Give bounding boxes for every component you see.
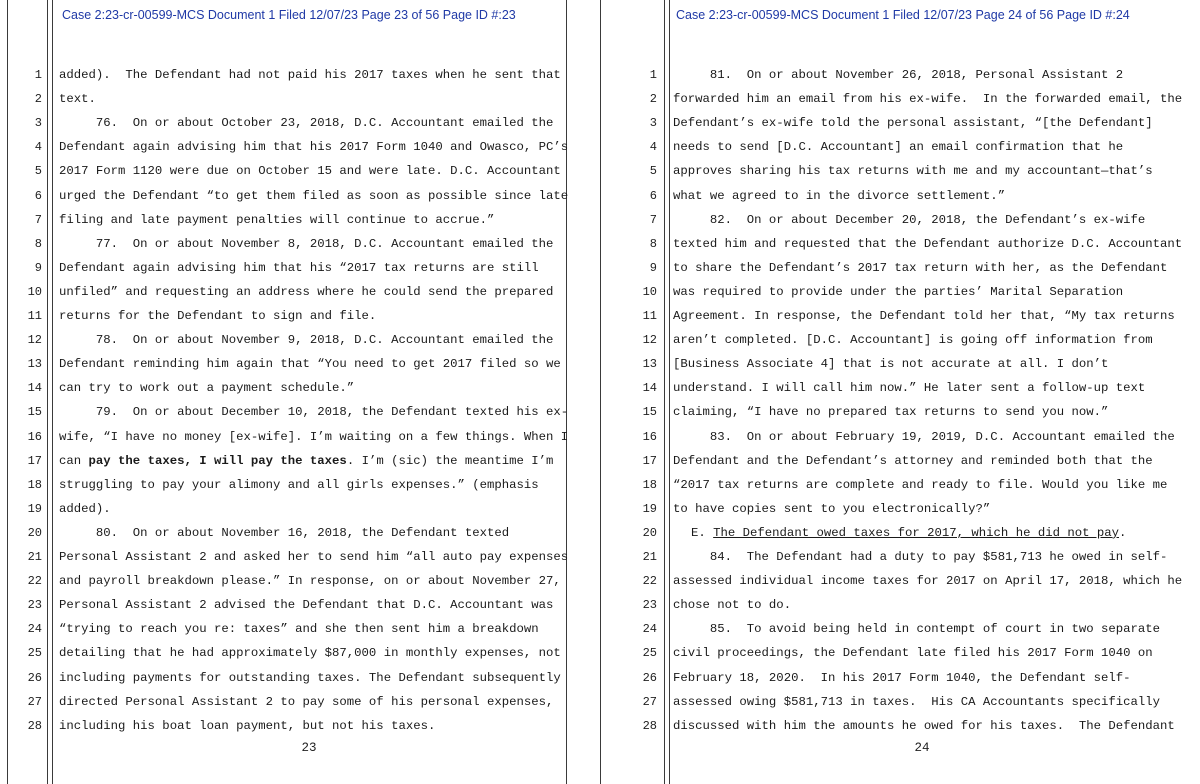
case-header: Case 2:23-cr-00599-MCS Document 1 Filed 12/07/23 Page 23 of 56 Page ID #:23 [62, 8, 516, 22]
line-number-rule-inner [52, 0, 53, 784]
line-number: 4 [649, 140, 657, 155]
text-line: 85. To avoid being held in contempt of court in two separate [673, 622, 1161, 637]
line-number: 13 [642, 357, 657, 372]
text-line: Defendant reminding him again that “You need to get 2017 filed so we [59, 357, 561, 372]
line-number: 24 [27, 622, 42, 637]
line-number: 11 [642, 309, 657, 323]
text-line: Defendant and the Defendant’s attorney and reminded both that the [673, 453, 1153, 468]
line-number: 7 [649, 212, 657, 227]
text-run: . [1119, 525, 1127, 540]
text-line: 80. On or about November 16, 2018, the Defendant texted [59, 525, 510, 540]
line-number: 6 [649, 188, 657, 203]
line-number: 20 [27, 525, 42, 540]
text-line: to have copies sent to you electronically?” [673, 501, 991, 516]
text-line [59, 453, 553, 469]
line-number: 22 [27, 574, 42, 589]
line-number: 17 [642, 453, 657, 468]
text-line: claiming, “I have no prepared tax returns to send you now.” [673, 405, 1109, 420]
text-line: filing and late payment penalties will continue to accrue.” [59, 212, 495, 227]
text-line: discussed with him the amounts he owed for his taxes. The Defendant [673, 718, 1175, 733]
text-line: Personal Assistant 2 advised the Defendant that D.C. Accountant was [59, 598, 554, 613]
line-number: 14 [27, 381, 42, 396]
text-line: unfiled” and requesting an address where he could send the prepared [59, 284, 554, 299]
line-number: 6 [34, 188, 42, 203]
line-number: 21 [642, 550, 657, 564]
line-number: 3 [34, 116, 42, 131]
page-number: 23 [301, 741, 317, 755]
line-number: 10 [642, 284, 657, 299]
text-line: assessed individual income taxes for 2017 on April 17, 2018, which he [673, 574, 1183, 589]
text-line: and payroll breakdown please.” In response, on or about November 27, [59, 574, 561, 589]
text-line: struggling to pay your alimony and all girls expenses.” (emphasis [59, 477, 539, 492]
text-line: 81. On or about November 26, 2018, Personal Assistant 2 [673, 68, 1124, 82]
text-line: civil proceedings, the Defendant late filed his 2017 Form 1040 on [673, 646, 1153, 661]
line-number: 22 [642, 574, 657, 589]
text-line: 77. On or about November 8, 2018, D.C. Accountant emailed the [59, 236, 554, 251]
line-number: 27 [27, 694, 42, 709]
text-line: 78. On or about November 9, 2018, D.C. Accountant emailed the [59, 333, 554, 348]
line-number: 9 [649, 260, 657, 275]
text-line: Agreement. In response, the Defendant told her that, “My tax returns [673, 309, 1175, 323]
line-number: 20 [642, 525, 657, 540]
text-line: can try to work out a payment schedule.” [59, 381, 355, 396]
text-line: assessed owing $581,713 in taxes. His CA Accountants specifically [673, 694, 1161, 709]
line-number: 16 [642, 429, 657, 444]
line-number: 10 [27, 284, 42, 299]
line-number: 23 [27, 598, 42, 613]
line-number-rule [664, 0, 665, 784]
line-number: 2 [34, 92, 42, 107]
line-number: 11 [27, 309, 42, 323]
text-line: 82. On or about December 20, 2018, the Defendant’s ex-wife [673, 212, 1146, 227]
line-number: 5 [649, 164, 657, 179]
line-number: 3 [649, 116, 657, 131]
text-line: added). [59, 501, 111, 516]
line-number: 25 [27, 646, 42, 661]
text-line: urged the Defendant “to get them filed as soon as possible since late [59, 188, 569, 203]
line-number: 26 [642, 670, 657, 685]
line-number: 1 [34, 68, 42, 82]
line-number-rule-inner [669, 0, 670, 784]
emphasis-text: pay the taxes, I will pay the taxes [88, 453, 347, 468]
text-line: February 18, 2020. In his 2017 Form 1040, the Defendant self- [673, 670, 1131, 685]
text-line: 84. The Defendant had a duty to pay $581,713 he owed in self- [673, 550, 1168, 564]
line-number: 28 [642, 718, 657, 733]
line-number: 18 [642, 477, 657, 492]
text-line: added). The Defendant had not paid his 2017 taxes when he sent that [59, 68, 561, 82]
text-line: approves sharing his tax returns with me and my accountant—that’s [673, 164, 1153, 179]
section-label: E. [691, 525, 714, 540]
line-number: 8 [649, 236, 657, 251]
text-line: understand. I will call him now.” He later sent a follow-up text [673, 381, 1146, 396]
line-number: 17 [27, 453, 42, 468]
text-line: aren’t completed. [D.C. Accountant] is going off information from [673, 333, 1153, 348]
text-line: returns for the Defendant to sign and file. [59, 309, 377, 323]
line-number: 15 [27, 405, 42, 420]
text-line: text. [59, 92, 96, 107]
line-number: 26 [27, 670, 42, 685]
text-line: including payments for outstanding taxes. The Defendant subsequently [59, 670, 561, 685]
line-number: 25 [642, 646, 657, 661]
text-line: “trying to reach you re: taxes” and she then sent him a breakdown [59, 622, 539, 637]
page-border-right [566, 0, 567, 784]
line-number: 4 [34, 140, 42, 155]
text-line: texted him and requested that the Defendant authorize D.C. Accountant [673, 236, 1183, 251]
page-number: 24 [914, 741, 930, 755]
line-number: 19 [27, 501, 42, 516]
text-line: needs to send [D.C. Accountant] an email confirmation that he [673, 140, 1124, 155]
text-line: “2017 tax returns are complete and ready to file. Would you like me [673, 477, 1168, 492]
line-number: 7 [34, 212, 42, 227]
text-run: . I’m (sic) the meantime I’m [346, 453, 554, 468]
text-line: 2017 Form 1120 were due on October 15 and were late. D.C. Accountant [59, 164, 561, 179]
text-line: 83. On or about February 19, 2019, D.C. Accountant emailed the [673, 429, 1175, 444]
line-number: 15 [642, 405, 657, 420]
section-heading [691, 525, 1126, 541]
document-page-24 [600, 0, 1200, 784]
text-line: Personal Assistant 2 and asked her to send him “all auto pay expenses [59, 550, 569, 564]
text-line: was required to provide under the parties’ Marital Separation [673, 284, 1124, 299]
line-number-rule [47, 0, 48, 784]
line-number: 9 [34, 260, 42, 275]
line-number: 5 [34, 164, 42, 179]
text-run: can [59, 453, 89, 468]
line-number: 27 [642, 694, 657, 709]
page-border-left [600, 0, 601, 784]
line-number: 13 [27, 357, 42, 372]
text-line: chose not to do. [673, 598, 792, 613]
text-line: to share the Defendant’s 2017 tax return with her, as the Defendant [673, 260, 1168, 275]
text-line: [Business Associate 4] that is not accurate at all. I don’t [673, 357, 1109, 372]
text-line: 79. On or about December 10, 2018, the Defendant texted his ex- [59, 405, 569, 420]
text-line: wife, “I have no money [ex-wife]. I’m waiting on a few things. When I [59, 429, 569, 444]
text-line: forwarded him an email from his ex-wife. In the forwarded email, the [673, 92, 1183, 107]
line-number: 1 [649, 68, 657, 82]
line-number: 16 [27, 429, 42, 444]
line-number: 12 [642, 333, 657, 348]
case-header: Case 2:23-cr-00599-MCS Document 1 Filed 12/07/23 Page 24 of 56 Page ID #:24 [676, 8, 1130, 22]
line-number: 24 [642, 622, 657, 637]
line-number: 14 [642, 381, 657, 396]
section-heading-text: The Defendant owed taxes for 2017, which he did not pay [713, 525, 1120, 540]
text-line: Defendant again advising him that his “2017 tax returns are still [59, 260, 539, 275]
text-line: what we agreed to in the divorce settlement.” [673, 188, 1006, 203]
text-line: Defendant’s ex-wife told the personal assistant, “[the Defendant] [673, 116, 1153, 131]
line-number: 18 [27, 477, 42, 492]
line-number: 8 [34, 236, 42, 251]
text-line: 76. On or about October 23, 2018, D.C. Accountant emailed the [59, 116, 554, 131]
line-number: 21 [27, 550, 42, 564]
line-number: 28 [27, 718, 42, 733]
line-number: 12 [27, 333, 42, 348]
line-number: 2 [649, 92, 657, 107]
line-number: 19 [642, 501, 657, 516]
text-line: directed Personal Assistant 2 to pay some of his personal expenses, [59, 694, 554, 709]
text-line: detailing that he had approximately $87,000 in monthly expenses, not [59, 646, 561, 661]
line-number: 23 [642, 598, 657, 613]
text-line: including his boat loan payment, but not his taxes. [59, 718, 436, 733]
text-line: Defendant again advising him that his 2017 Form 1040 and Owasco, PC’s [59, 140, 569, 155]
